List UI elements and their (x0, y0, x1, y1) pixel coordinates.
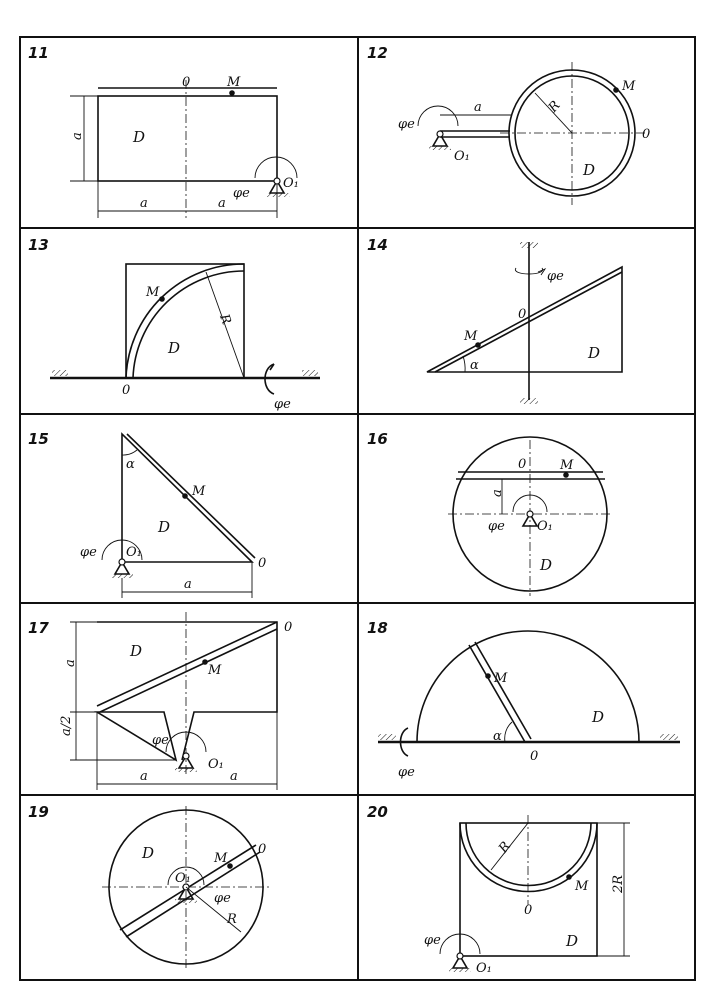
label-o: 0 (524, 903, 533, 918)
label-r: R (496, 839, 514, 857)
label-o1: O₁ (454, 149, 470, 164)
label-d: D (158, 518, 171, 536)
label-a: a (490, 489, 505, 497)
label-phi: φe (274, 397, 291, 412)
label-2r: 2R (611, 874, 626, 893)
point-m (229, 90, 235, 96)
panel-number: 13 (28, 236, 49, 254)
label-d: D (133, 128, 146, 146)
label-o: 0 (518, 307, 527, 322)
panel-13 (28, 236, 320, 412)
label-r: R (545, 98, 564, 116)
label-m: M (227, 75, 241, 90)
panel-17 (28, 612, 292, 790)
panel-number: 20 (367, 803, 388, 821)
panel-number: 14 (367, 236, 388, 254)
label-d: D (168, 339, 181, 357)
label-phi: φe (152, 733, 169, 748)
label-m: M (146, 285, 160, 300)
panel-15 (28, 430, 266, 598)
label-phi: φe (398, 117, 415, 132)
label-o1: O₁ (175, 871, 191, 886)
label-m: M (494, 671, 508, 686)
label-d: D (540, 556, 553, 574)
panel-number: 11 (28, 44, 49, 62)
label-d: D (566, 932, 579, 950)
panel-number: 19 (28, 803, 49, 821)
label-phi: φe (488, 519, 505, 534)
label-a-half: a/2 (59, 715, 74, 736)
label-o: 0 (518, 457, 527, 472)
panel-number: 15 (28, 430, 49, 448)
panel-number: 18 (367, 619, 388, 637)
label-o: 0 (122, 383, 131, 398)
label-d: D (588, 344, 601, 362)
label-m: M (560, 458, 574, 473)
label-m: M (464, 329, 478, 344)
label-o1: O₁ (126, 545, 142, 560)
label-o1: O₁ (537, 519, 553, 534)
label-alpha: α (493, 729, 502, 744)
label-o: 0 (258, 556, 267, 571)
label-a: a (184, 577, 192, 592)
panel-20 (367, 803, 630, 976)
label-d: D (142, 844, 155, 862)
label-d: D (592, 708, 605, 726)
label-a-bottom-1: a (140, 769, 148, 784)
panel-19 (28, 803, 272, 968)
label-d: D (583, 161, 596, 179)
label-o: 0 (182, 75, 191, 90)
panel-number: 17 (28, 619, 49, 637)
label-m: M (575, 879, 589, 894)
label-a-1: a (140, 196, 148, 211)
label-r: R (227, 912, 237, 927)
label-phi: φe (398, 765, 415, 780)
label-o1: O₁ (208, 757, 224, 772)
label-a-bottom-2: a (230, 769, 238, 784)
panel-11 (28, 44, 299, 218)
label-m: M (192, 484, 206, 499)
label-phi: φe (233, 186, 250, 201)
panel-number: 16 (367, 430, 388, 448)
label-m: M (214, 851, 228, 866)
label-a-vertical: a (70, 132, 85, 140)
label-phi: φe (424, 933, 441, 948)
label-m: M (208, 663, 222, 678)
label-a-2: a (218, 196, 226, 211)
label-o1: O₁ (476, 961, 492, 976)
label-o: 0 (258, 842, 267, 857)
label-o: 0 (642, 127, 651, 142)
label-phi: φe (547, 269, 564, 284)
panel-18 (367, 619, 680, 780)
panel-12 (367, 44, 650, 205)
panel-14 (367, 236, 622, 404)
label-m: M (622, 79, 636, 94)
label-o1: O₁ (283, 176, 299, 191)
label-a: a (63, 659, 78, 667)
label-alpha: α (126, 457, 135, 472)
label-o: 0 (530, 749, 539, 764)
panel-16 (367, 430, 612, 596)
label-o: 0 (284, 620, 293, 635)
label-a: a (474, 100, 482, 115)
label-phi: φe (214, 891, 231, 906)
label-r: R (216, 312, 234, 327)
panel-number: 12 (367, 44, 388, 62)
label-alpha: α (470, 358, 479, 373)
label-phi: φe (80, 545, 97, 560)
label-d: D (130, 642, 143, 660)
